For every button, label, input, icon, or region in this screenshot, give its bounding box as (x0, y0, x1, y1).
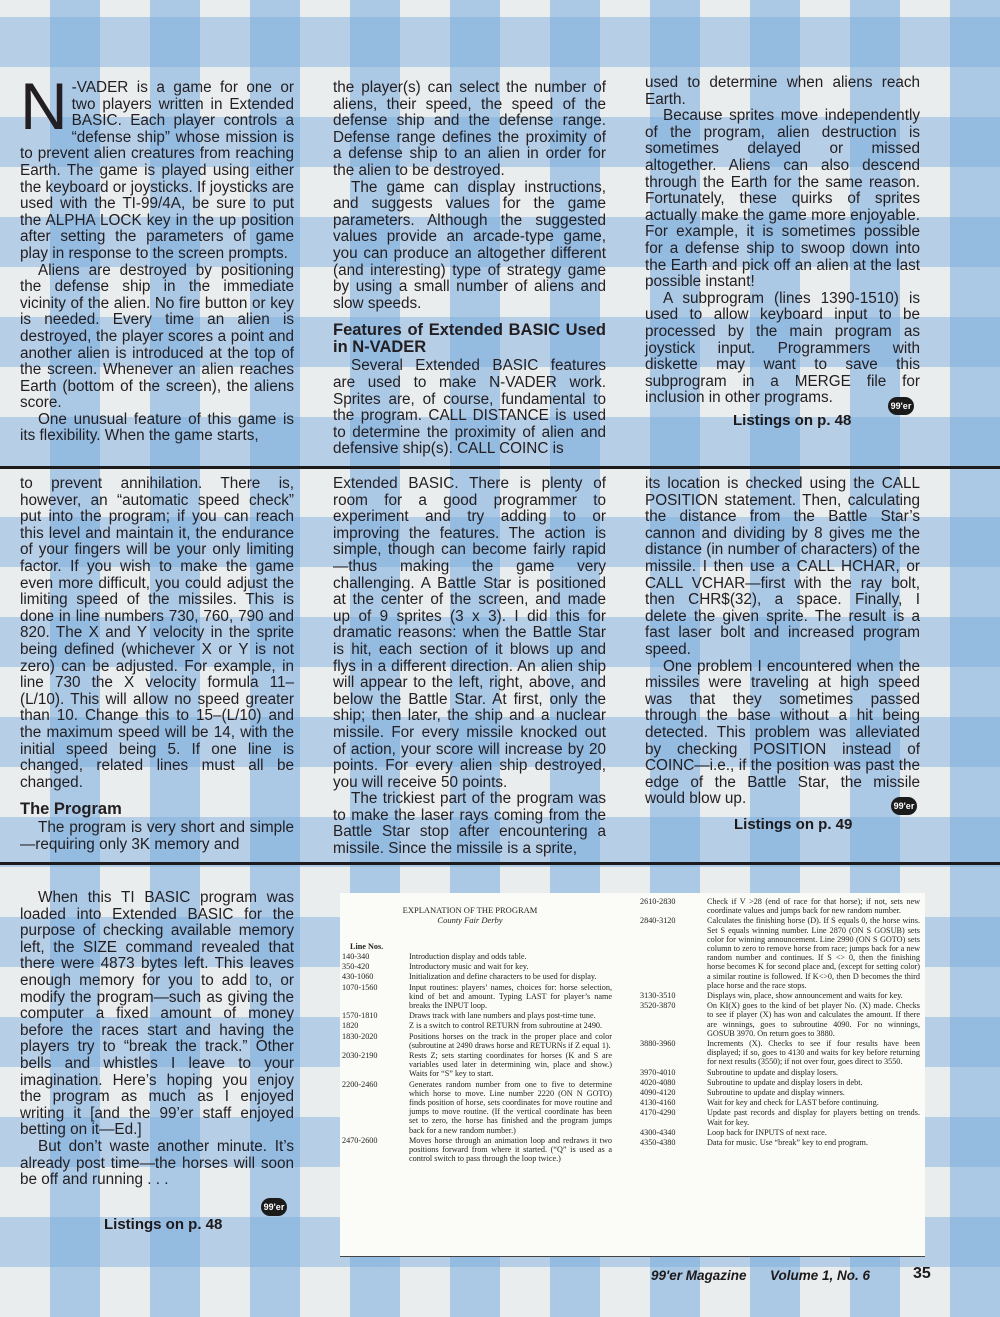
line-numbers: 4170-4290 (640, 1108, 676, 1118)
article2-para-3: Extended BASIC. There is plenty of room for a good programmer to experiment and try adding to or improving the features. The action is simple, though can become fairly rapid—thus making the game very challenging. A Battle Star is positioned at the center of the screen, and made up of 9 sprites (3 x 3). I did this for dramatic reasons: when the Battle Star is hit, each section of it blows up and flys in a different direction. An alien ship will appear to the left, right, above, and below the Battle Star. At first, only the ship; then later, the ship and a nuclear missile. For every missile knocked out of action, your score will increase by 20 points. For every alien ship destroyed, you will receive 50 points. (333, 475, 606, 791)
article1-col3 (645, 75, 920, 407)
volume-info: Volume 1, No. 6 (770, 1268, 871, 1283)
section-divider (0, 466, 1000, 469)
line-description: Initialization and define characters to be used for display. (409, 972, 597, 982)
line-description: Update past records and display for players betting on trends. Wait for key. (707, 1108, 920, 1127)
table-left-column (342, 952, 612, 1164)
99er-logo-icon: 99'er (891, 797, 917, 815)
listing-reference: Listings on p. 49 (734, 816, 853, 833)
line-numbers: 1070-1560 (342, 982, 378, 992)
article1-para-2: Aliens are destroyed by positioning the defense ship in the immediate vicinity of the alien. No fire button or key is needed. Every time an alien is destroyed, the player scores a point and another alien is introduced at the top of the screen. Whenever an alien reaches Earth (bottom of the screen), the aliens score. (20, 261, 294, 412)
line-description: Input routines: players’ names, choices for: horse selection, kind of bet and amount. Typing LAST for player’s name breaks the INPUT loop. (409, 982, 612, 1011)
article1-para-5: The game can display instructions, and suggests values for the game parameters. Although the suggested values provide an arcade-type game, you can produce an altogether different (and interesting) type of strategy game by using a small number of aliens and slow speeds. (333, 178, 606, 312)
line-numbers: 3130-3510 (640, 991, 676, 1001)
table-row (640, 1078, 920, 1087)
99er-logo-icon: 99'er (261, 1198, 287, 1216)
line-description: Draws track with lane numbers and plays post-time tune. (409, 1011, 596, 1021)
article1-col1 (20, 69, 294, 445)
line-numbers: 3520-3870 (640, 1001, 676, 1011)
page-number: 35 (913, 1265, 931, 1282)
table-subtitle: County Fair Derby (437, 915, 503, 925)
article3-col1 (20, 890, 294, 1189)
table-title: EXPLANATION OF THE PROGRAM (402, 905, 538, 915)
line-numbers: 2470-2600 (342, 1135, 378, 1145)
table-row (640, 1128, 920, 1137)
table-row (342, 1080, 612, 1135)
line-description: Calculates the finishing horse (D). If S equals 0, the horse wins. Set S equals winning number. Line 2870 (ON S GOSUB) sets color for winning announcement. Line 2990 (ON S GOTO) sets column to zero to remove horse from race; jumps back for a new random number and continues. If S <> 0, then the finishing horse becomes K for second place and, (except for setting color) a similar routine is followed. If K<>0, then D becomes the third place horse and the race stops. (707, 916, 920, 990)
line-numbers: 350-420 (342, 962, 370, 972)
program-explanation-table (340, 893, 925, 1257)
line-numbers: 1820 (342, 1021, 359, 1031)
table-row (640, 1098, 920, 1107)
line-numbers: 2200-2460 (342, 1079, 378, 1089)
article1-para-6: Several Extended BASIC features are used to make N-VADER work. Sprites are, of course, fundamental to the program. CALL DISTANCE is used to determine the proximity of alien and defensive ship(s). CALL COINC is (333, 357, 606, 458)
line-description: Wait for key and check for LAST before continuing. (707, 1098, 879, 1108)
line-description: Increments (X). Checks to see if four results have been displayed; if so, goes to 4130 and waits for key before returning for next results (3550); if not over four, goes direct to 3550. (707, 1039, 920, 1067)
article1-para-9: A subprogram (lines 1390-1510) is used to allow keyboard input to be processed by the main program as joystick input. Programmers with diskette may want to save this subprogram in a MERGE file for inclusion in other programs. (645, 289, 920, 407)
line-description: Rests Z; sets starting coordinates for horses (K and S are variables used later in determining win, place and show.) Waits for “S” key to start. (409, 1051, 612, 1079)
listing-reference: Listings on p. 48 (733, 412, 852, 429)
table-row (640, 1068, 920, 1077)
section-heading: The Program (20, 800, 122, 819)
line-numbers: 4130-4160 (640, 1098, 676, 1108)
line-description: Subroutine to update and display winners. (707, 1088, 845, 1098)
line-description: Subroutine to update and display losers in debt. (707, 1077, 863, 1087)
line-description: Displays win, place, show announcement and waits for key. (707, 991, 903, 1001)
line-description: Moves horse through an animation loop and redraws it two positions forward from where it started. (“Q” is used as a control switch to pass through the loop twice.) (409, 1135, 612, 1164)
table-row (342, 1011, 612, 1020)
line-description: On KI(X) goes to the kind of bet player No. (X) made. Checks to see if player (X) has won and calculates the amount. If there are winnings, goes to subroutine 4090. For no winnings, GOSUB 3970. On return goes to 3880. (707, 1001, 920, 1038)
table-header: Line Nos. (350, 942, 384, 951)
table-row (342, 962, 612, 971)
article2-para-6: One problem I encountered when the missiles were traveling at high speed was that they sometimes passed through the base without a hit being detected. This problem was alleviated by checking POSITION instead of COINC—i.e., if the position was past the edge of the Battle Star, the missile would blow up. (645, 657, 920, 808)
table-row (640, 1001, 920, 1038)
article1-para-7: used to determine when aliens reach Earth. (645, 74, 920, 108)
article1-col2 (333, 80, 606, 458)
drop-cap: N (20, 69, 68, 143)
magazine-name: 99'er Magazine (651, 1268, 747, 1283)
line-description: Introductory music and wait for key. (409, 962, 529, 972)
table-row (342, 1051, 612, 1079)
table-row (342, 1021, 612, 1030)
line-description: Loop back for INPUTS of next race. (707, 1127, 827, 1137)
line-numbers: 1570-1810 (342, 1011, 378, 1021)
article3-para-1: When this TI BASIC program was loaded into Extended BASIC for the purpose of checking available memory left, the SIZE command revealed that there were 4873 bytes left. This leaves enough memory for you to add to, or modify the program—such as giving the computer a fixed amount of money before the races start and having the players try to “break the track.” Other bells and whistles I leave to your imagination. Here’s hoping you enjoy the program as much as I enjoyed writing it [and the 99’er staff enjoyed betting on it—Ed.] (20, 889, 294, 1139)
line-description: Introduction display and odds table. (409, 952, 527, 961)
article3-para-2: But don’t waste another minute. It’s already post time—the horses will soon be off and running . . . (20, 1137, 294, 1189)
table-row (342, 1032, 612, 1050)
line-numbers: 2610-2830 (640, 897, 676, 906)
99er-logo-icon: 99'er (888, 397, 914, 415)
line-numbers: 2030-2190 (342, 1051, 378, 1061)
table-row (640, 991, 920, 1000)
table-row (640, 1108, 920, 1126)
line-description: Z is a switch to control RETURN from subroutine at 2490. (409, 1021, 603, 1031)
article2-para-2: The program is very short and simple —requiring only 3K memory and (20, 819, 294, 853)
table-row (640, 1088, 920, 1097)
table-row (342, 952, 612, 961)
line-numbers: 4020-4080 (640, 1077, 676, 1087)
table-right-column (640, 897, 920, 1148)
section-heading: Features of Extended BASIC Used in N-VADER (333, 321, 606, 357)
article2-para-1: to prevent annihilation. There is, however, an “automatic speed check” put into the program; if you can reach this level and maintain it, the endurance of your fingers will be your only limiting factor. If you wish to make the game even more difficult, you could adjust the limiting speed of the missiles. This is done in line numbers 730, 760, 790 and 820. The X and Y velocity in the sprite being defined (whichever X or Y is not zero) can be adjusted. For example, in line 730 the X velocity formula 11–(L/10). This will allow no speed greater than 10. Change this to 15–(L/10) and the maximum speed will be 14, with the initial speed being 5. If one line is changed, related lines must all be changed. (20, 475, 294, 791)
article2-para-4: The trickiest part of the program was to make the laser rays coming from the Battle Star stop after encountering a missile. Since the missile is a sprite, (333, 790, 606, 858)
article1-para-3: One unusual feature of this game is its flexibility. When the game starts, (20, 410, 294, 445)
table-row (640, 916, 920, 990)
line-description: Data for music. Use “break” key to end program. (707, 1138, 868, 1148)
line-numbers: 430-1060 (342, 972, 374, 982)
line-description: Generates random number from one to five to determine which horse to move. Line number 2220 (ON N GOTO) finds position of horse, sets coordinates for move routine and jumps to move routine. (If the vertical coordinate has been set to zero, the horse has finished and the program jumps back for a new random number.) (409, 1079, 612, 1135)
line-numbers: 4090-4120 (640, 1088, 676, 1098)
line-description: Positions horses on the track in the proper place and color (subroutine at 2490 draws horse and RETURNs if Z equal 1). (409, 1031, 612, 1050)
table-row (342, 972, 612, 981)
line-numbers: 4350-4380 (640, 1138, 676, 1148)
article1-para-8: Because sprites move independently of the program, alien destruction is sometimes delayed or missed altogether. Aliens can also descend through the Earth for the same reason. Fortunately, these quirks of sprites actually make the game more enjoyable. For example, it is sometimes possible for a defense ship to swoop down into the Earth and pick off an alien at the last possible instant! (645, 107, 920, 291)
table-row (640, 897, 920, 915)
article2-col2 (333, 476, 606, 858)
line-numbers: 3970-4010 (640, 1067, 676, 1077)
article2-para-5: its location is checked using the CALL POSITION statement. Then, calculating the distance from the Battle Star’s cannon and dividing by 8 gives me the distance (in number of characters) of the missile. I then use a CALL HCHAR, or CALL VCHAR—first with the ray bolt, then CHR$(32), a space. Finally, I delete the given sprite. The result is a fast laser bolt and increased program speed. (645, 475, 920, 658)
section-divider (0, 862, 1000, 865)
article2-col3 (645, 476, 920, 808)
line-description: Check if V >28 (end of race for that horse); if not, sets new coordinate values and jumps back for new random number. (707, 897, 920, 916)
article1-para-1: N -VADER is a game for one or two players written in Extended BASIC. Each player controls a “defense ship” whose mission is to prevent alien creatures from reaching Earth. The game is played using either the keyboard or joysticks. If joysticks are used with the TI-99/4A, be sure to put the ALPHA LOCK key in the up position after setting the parameters of game play in response to the screen prompts. (20, 69, 294, 262)
article2-col1 (20, 476, 294, 853)
line-description: Subroutine to update and display losers. (707, 1067, 838, 1077)
table-row (640, 1138, 920, 1147)
table-row (342, 1136, 612, 1164)
line-numbers: 1830-2020 (342, 1031, 378, 1041)
table-row (640, 1039, 920, 1067)
listing-reference: Listings on p. 48 (104, 1216, 223, 1233)
table-row (342, 983, 612, 1011)
line-numbers: 2840-3120 (640, 916, 676, 926)
line-numbers: 140-340 (342, 952, 370, 961)
article1-para-4: the player(s) can select the number of aliens, their speed, the speed of the defense ship and the defense range. Defense range defines the proximity of a defense ship to an alien in order for the alien to be destroyed. (333, 79, 606, 179)
line-numbers: 4300-4340 (640, 1127, 676, 1137)
line-numbers: 3880-3960 (640, 1039, 676, 1049)
